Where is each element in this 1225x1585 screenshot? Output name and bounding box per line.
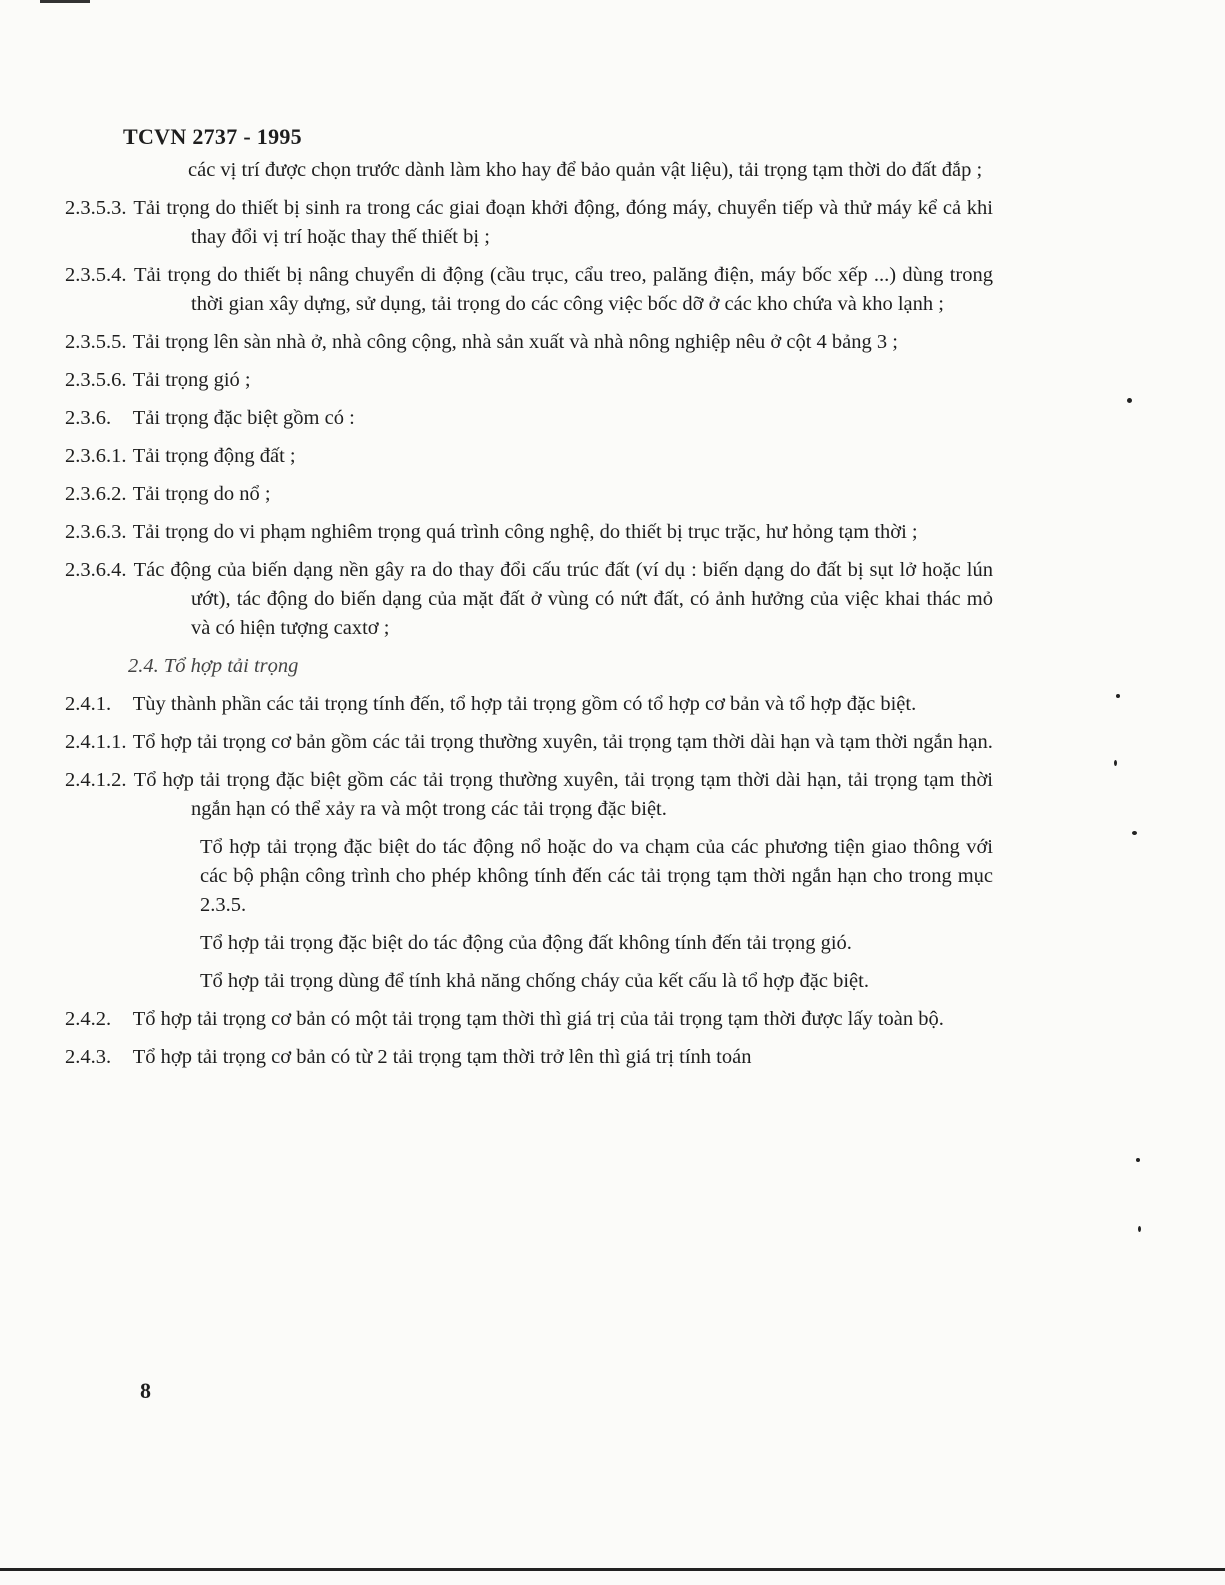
page-number: 8 (140, 1378, 151, 1403)
scan-speck (1132, 831, 1137, 835)
clause-2-4-1: 2.4.1. Tùy thành phần các tải trọng tính đến, tổ hợp tải trọng gồm có tổ hợp cơ bản và tổ hợp đặc biệt. (65, 693, 917, 715)
clause-2-4-1-2: 2.4.1.2. Tổ hợp tải trọng đặc biệt gồm các tải trọng thường xuyên, tải trọng tạm thời dài hạn, tải trọng tạm thời ngắn hạn có thể xảy ra và một trong các tải trọng đặc biệt. (65, 769, 993, 820)
clause-2-3-5-4: 2.3.5.4. Tải trọng do thiết bị nâng chuyển di động (cầu trục, cẩu treo, palăng điện, máy bốc xếp ...) dùng trong thời gian xây dựng, sử dụng, tải trọng do các công việc bốc dỡ ở các kho chứa và kho lạnh ; (65, 264, 993, 315)
clause-2-4-1-1: 2.4.1.1. Tổ hợp tải trọng cơ bản gồm các tải trọng thường xuyên, tải trọng tạm thời dài hạn và tạm thời ngắn hạn. (65, 731, 993, 753)
clause-2-3-5-3: 2.3.5.3. Tải trọng do thiết bị sinh ra trong các giai đoạn khởi động, đóng máy, chuyển tiếp và thử máy kể cả khi thay đổi vị trí hoặc thay thế thiết bị ; (65, 197, 993, 248)
clause-2-3-6: 2.3.6. Tải trọng đặc biệt gồm có : (65, 407, 355, 429)
clause-2-3-5-5: 2.3.5.5. Tải trọng lên sàn nhà ở, nhà công cộng, nhà sản xuất và nhà nông nghiệp nêu ở cột 4 bảng 3 ; (65, 331, 898, 353)
paragraph: Tổ hợp tải trọng đặc biệt do tác động của động đất không tính đến tải trọng gió. (200, 932, 852, 954)
paragraph: Tổ hợp tải trọng dùng để tính khả năng chống cháy của kết cấu là tổ hợp đặc biệt. (200, 970, 869, 992)
clause-2-3-6-4: 2.3.6.4. Tác động của biến dạng nền gây ra do thay đổi cấu trúc đất (ví dụ : biến dạng do đất bị sụt lở hoặc lún ướt), tác động do biến dạng của mặt đất ở vùng có nứt đất, có ảnh hưởng của việc khai thác mỏ và có hiện tượng caxtơ ; (65, 559, 993, 639)
scan-speck (1114, 760, 1117, 766)
scan-speck (1138, 1226, 1141, 1232)
clause-2-4-3: 2.4.3. Tổ hợp tải trọng cơ bản có từ 2 tải trọng tạm thời trở lên thì giá trị tính toán (65, 1046, 752, 1068)
clause-2-4-2: 2.4.2. Tổ hợp tải trọng cơ bản có một tải trọng tạm thời thì giá trị của tải trọng tạm thời được lấy toàn bộ. (65, 1008, 944, 1030)
clause-2-3-6-3: 2.3.6.3. Tải trọng do vi phạm nghiêm trọng quá trình công nghệ, do thiết bị trục trặc, hư hỏng tạm thời ; (65, 521, 918, 543)
document-header: TCVN 2737 - 1995 (123, 124, 302, 149)
paragraph: Tổ hợp tải trọng đặc biệt do tác động nổ hoặc do va chạm của các phương tiện giao thông với các bộ phận công trình cho phép không tính đến các tải trọng tạm thời ngắn hạn cho trong mục 2.3.5. (200, 836, 993, 916)
scan-speck (1136, 1158, 1140, 1162)
scan-speck (1127, 398, 1132, 403)
section-title: 2.4. Tổ hợp tải trọng (128, 655, 299, 677)
top-rule (40, 0, 90, 3)
clause-2-3-5-6: 2.3.5.6. Tải trọng gió ; (65, 369, 251, 391)
document-body (65, 156, 993, 1072)
scan-speck (1116, 694, 1120, 698)
clause-2-3-6-1: 2.3.6.1. Tải trọng động đất ; (65, 445, 296, 467)
intro-continuation: các vị trí được chọn trước dành làm kho hay để bảo quản vật liệu), tải trọng tạm thời do đất đắp ; (188, 159, 983, 181)
clause-2-3-6-2: 2.3.6.2. Tải trọng do nổ ; (65, 483, 271, 505)
bottom-rule (0, 1568, 1225, 1571)
